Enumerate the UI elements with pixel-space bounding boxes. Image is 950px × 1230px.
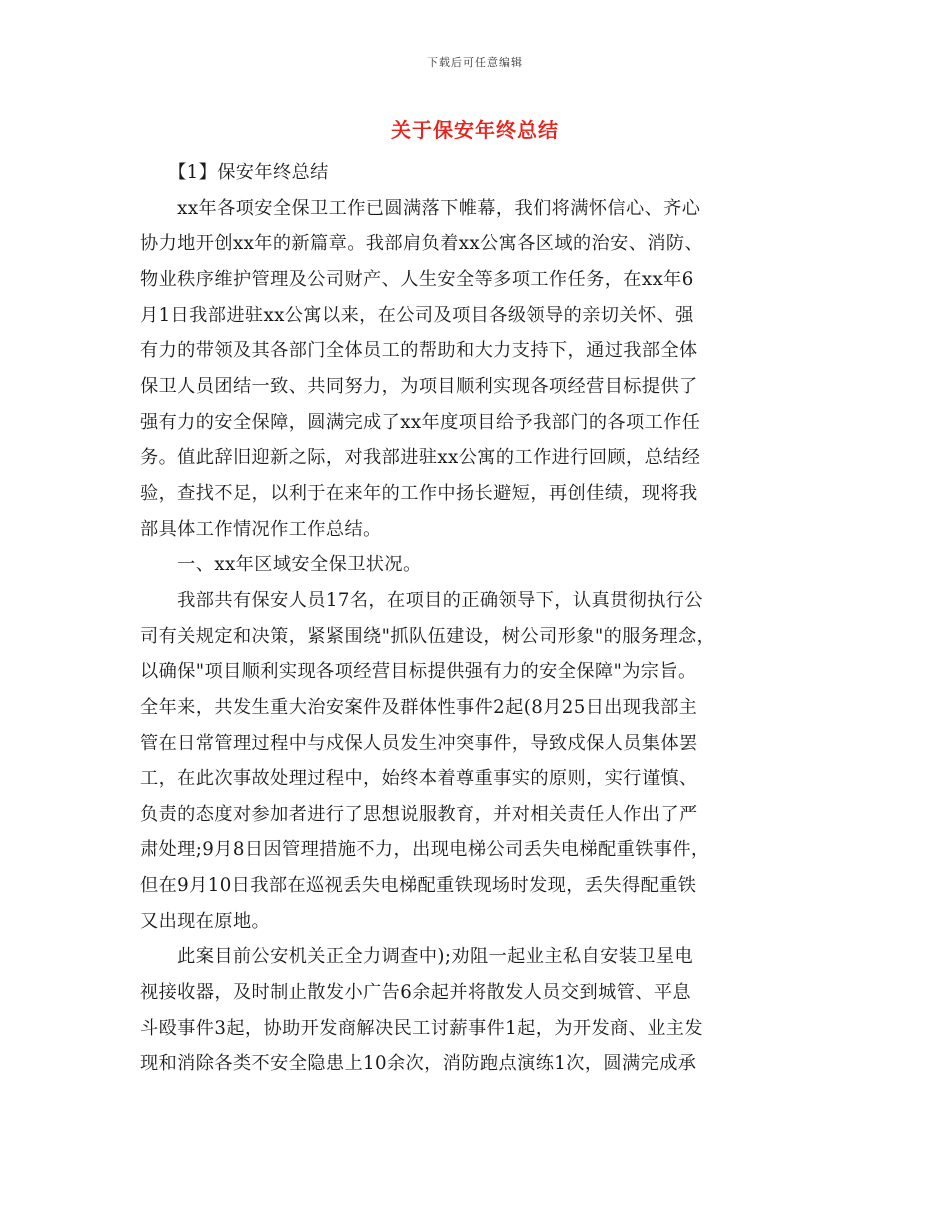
document-title: 关于保安年终总结 [391,118,559,142]
body-paragraph: 此案目前公安机关正全力调查中);劝阻一起业主私自安装卫星电 视接收器，及时制止散发小广告6余起并将散发人员交到城管、平息 斗殴事件3起，协助开发商解决民工讨薪事件1起，为开发商、业主发 现和消除各类不安全隐患上10余次，消防跑点演练1次，圆满完成承 [140,946,703,1075]
document-body [140,155,820,1082]
body-paragraph: xx年各项安全保卫工作已圆满落下帷幕，我们将满怀信心、齐心 协力地开创xx年的新篇章。我部肩负着xx公寓各区域的治安、消防、 物业秩序维护管理及公司财产、人生安全等多项工作任务，在xx年6 月1日我部进驻xx公寓以来，在公司及项目各级领导的亲切关怀、强 有力的带领及其各部门全体员工的帮助和大力支持下，通过我部全体 保卫人员团结一致、共同努力，为项目顺利实现各项经营目标提供了 强有力的安全保障，圆满完成了xx年度项目给予我部门的各项工作任 务。值此辞旧迎新之际，对我部进驻xx公寓的工作进行回顾，总结经 验，查找不足，以利于在来年的工作中扬长避短，再创佳绩，现将我 部具体工作情况作工作总结。 [140,197,704,540]
section-heading: 【1】保安年终总结 [140,162,329,183]
body-paragraph: 我部共有保安人员17名，在项目的正确领导下，认真贯彻执行公 司有关规定和决策，紧紧围绕"抓队伍建设，树公司形象"的服务理念， 以确保"项目顺利实现各项经营目标提供强有力的安全保障"为宗旨。 全年来，共发生重大治安案件及群体性事件2起(8月25日出现我部主 管在日常管理过程中与戍保人员发生冲突事件，导致戍保人员集体罢 工，在此次事故处理过程中，始终本着尊重事实的原则，实行谨慎、 负责的态度对参加者进行了思想说服教育，并对相关责任人作出了严 肃处理;9月8日因管理措施不力，出现电梯公司丢失电梯配重铁事件， 但在9月10日我部在巡视丢失电梯配重铁现场时发现，丢失得配重铁 又出现在原地。 [140,589,716,932]
header-note: 下载后可任意编辑 [427,56,523,69]
subsection-heading: 一、xx年区域安全保卫状况。 [140,554,422,576]
